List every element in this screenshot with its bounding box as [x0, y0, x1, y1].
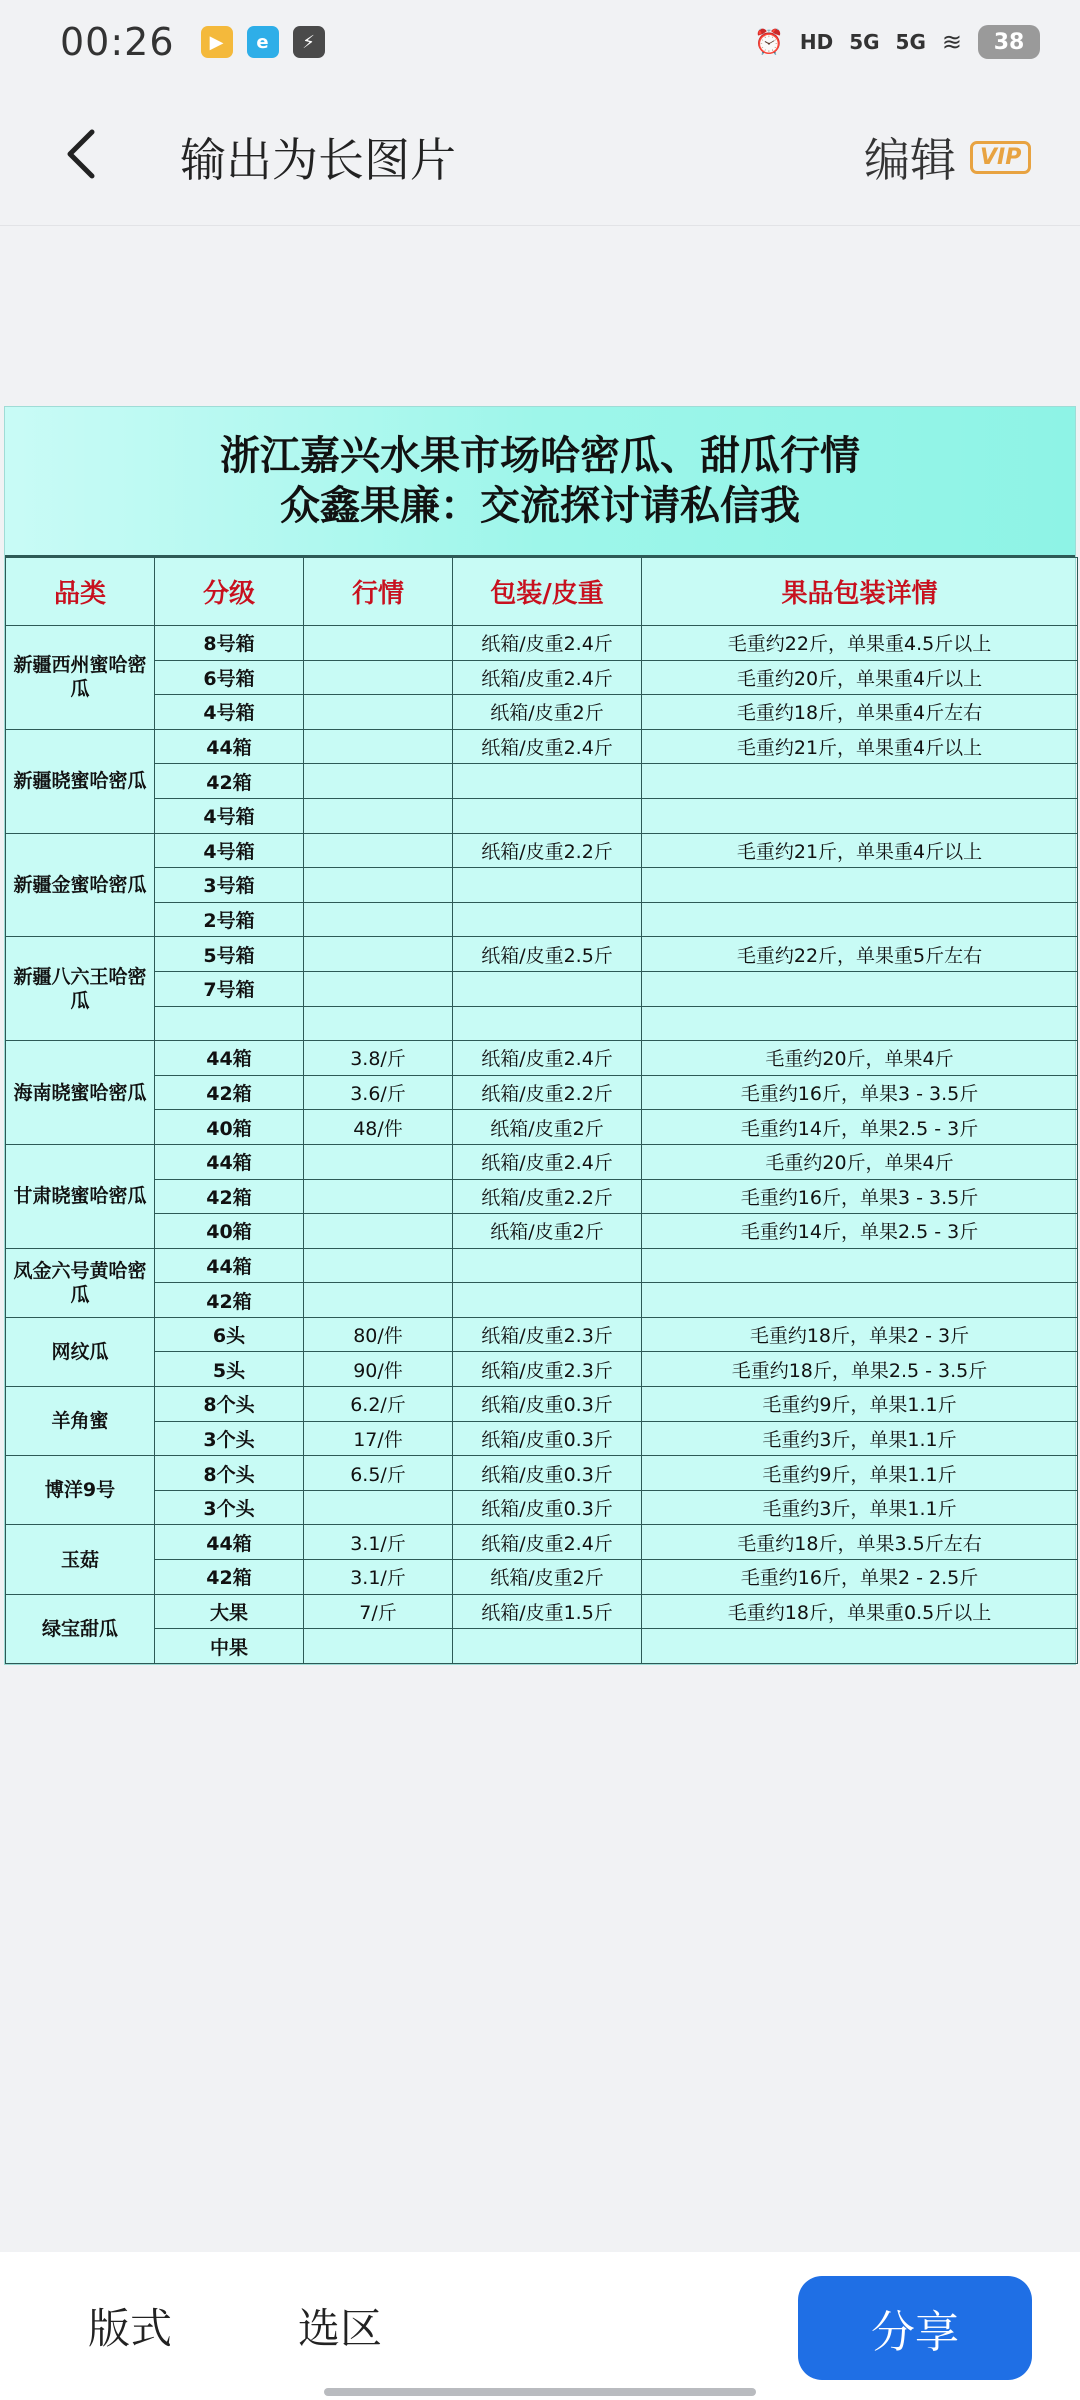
table-row [6, 1110, 1078, 1145]
detail-cell: 毛重约18斤，单果2.5 - 3.5斤 [642, 1352, 1078, 1387]
home-indicator[interactable] [324, 2388, 756, 2396]
table-row [6, 1041, 1078, 1076]
price-cell [304, 937, 453, 972]
table-row [6, 1006, 1078, 1041]
status-app-icons [201, 26, 325, 58]
detail-cell: 毛重约18斤，单果3.5斤左右 [642, 1525, 1078, 1560]
packaging-cell: 纸箱/皮重2斤 [453, 1560, 642, 1595]
packaging-cell: 纸箱/皮重2.2斤 [453, 1179, 642, 1214]
detail-cell [642, 798, 1078, 833]
detail-cell [642, 1248, 1078, 1283]
grade-cell: 44箱 [155, 1144, 304, 1179]
detail-cell: 毛重约20斤，单果重4斤以上 [642, 660, 1078, 695]
grade-cell: 40箱 [155, 1110, 304, 1145]
price-cell [304, 764, 453, 799]
grade-cell: 42箱 [155, 1179, 304, 1214]
long-image-preview [4, 406, 1076, 1665]
detail-cell: 毛重约21斤，单果重4斤以上 [642, 833, 1078, 868]
detail-cell [642, 868, 1078, 903]
select-area-button[interactable]: 选区 [298, 2304, 383, 2353]
detail-cell: 毛重约20斤，单果4斤 [642, 1144, 1078, 1179]
table-row [6, 695, 1078, 730]
price-cell: 3.1/斤 [304, 1525, 453, 1560]
detail-cell: 毛重约20斤，单果4斤 [642, 1041, 1078, 1076]
packaging-cell [453, 798, 642, 833]
grade-cell: 44箱 [155, 1525, 304, 1560]
grade-cell: 42箱 [155, 764, 304, 799]
image-subtitle: 众鑫果廉：交流探讨请私信我 [280, 483, 800, 529]
chevron-left-icon [62, 128, 102, 180]
price-cell [304, 1214, 453, 1249]
table-row [6, 1214, 1078, 1249]
price-cell [304, 1006, 453, 1041]
packaging-cell [453, 1283, 642, 1318]
status-time: 00:26 [60, 20, 175, 64]
grade-cell: 3个头 [155, 1421, 304, 1456]
grade-cell: 中果 [155, 1629, 304, 1664]
packaging-cell [453, 764, 642, 799]
packaging-cell [453, 971, 642, 1006]
game-app-icon: ▶ [201, 26, 233, 58]
packaging-cell: 纸箱/皮重0.3斤 [453, 1421, 642, 1456]
grade-cell: 40箱 [155, 1214, 304, 1249]
price-cell [304, 833, 453, 868]
header-detail: 果品包装详情 [642, 558, 1078, 626]
nav-bar [0, 84, 1080, 226]
alarm-icon: ⏰ [753, 28, 784, 56]
detail-cell: 毛重约16斤，单果3 - 3.5斤 [642, 1075, 1078, 1110]
price-cell [304, 729, 453, 764]
table-row [6, 1248, 1078, 1283]
price-cell [304, 1179, 453, 1214]
price-cell: 6.2/斤 [304, 1387, 453, 1422]
detail-cell: 毛重约22斤，单果重4.5斤以上 [642, 626, 1078, 661]
packaging-cell: 纸箱/皮重0.3斤 [453, 1456, 642, 1491]
packaging-cell: 纸箱/皮重2.5斤 [453, 937, 642, 972]
table-row [6, 1456, 1078, 1491]
table-row [6, 660, 1078, 695]
grade-cell: 3个头 [155, 1490, 304, 1525]
image-title: 浙江嘉兴水果市场哈密瓜、甜瓜行情 [220, 433, 860, 479]
grade-cell: 4号箱 [155, 833, 304, 868]
back-button[interactable] [52, 124, 112, 184]
table-row [6, 1075, 1078, 1110]
table-row [6, 1421, 1078, 1456]
bolt-app-icon: ⚡ [293, 26, 325, 58]
packaging-cell: 纸箱/皮重1.5斤 [453, 1594, 642, 1629]
detail-cell: 毛重约3斤，单果1.1斤 [642, 1490, 1078, 1525]
table-row [6, 1629, 1078, 1664]
grade-cell: 42箱 [155, 1283, 304, 1318]
table-row [6, 1594, 1078, 1629]
page-title: 输出为长图片 [180, 133, 456, 187]
table-row [6, 971, 1078, 1006]
vip-badge: VIP [970, 141, 1031, 174]
bottom-bar [0, 2252, 1080, 2400]
price-cell: 3.1/斤 [304, 1560, 453, 1595]
table-row [6, 798, 1078, 833]
packaging-cell: 纸箱/皮重2.4斤 [453, 1144, 642, 1179]
layout-button[interactable]: 版式 [88, 2304, 173, 2353]
image-header [5, 407, 1075, 557]
variety-cell: 海南晓蜜哈密瓜 [6, 1041, 155, 1145]
detail-cell [642, 902, 1078, 937]
price-cell [304, 1283, 453, 1318]
table-row [6, 1525, 1078, 1560]
price-cell [304, 1490, 453, 1525]
detail-cell [642, 971, 1078, 1006]
table-row [6, 1144, 1078, 1179]
grade-cell: 6号箱 [155, 660, 304, 695]
table-row [6, 1387, 1078, 1422]
grade-cell: 7号箱 [155, 971, 304, 1006]
detail-cell [642, 1629, 1078, 1664]
detail-cell [642, 1006, 1078, 1041]
grade-cell [155, 1006, 304, 1041]
packaging-cell: 纸箱/皮重2.3斤 [453, 1317, 642, 1352]
price-cell: 6.5/斤 [304, 1456, 453, 1491]
grade-cell: 8个头 [155, 1387, 304, 1422]
variety-cell: 绿宝甜瓜 [6, 1594, 155, 1663]
header-variety: 品类 [6, 558, 155, 626]
price-table [5, 557, 1078, 1664]
price-cell: 48/件 [304, 1110, 453, 1145]
detail-cell: 毛重约16斤，单果2 - 2.5斤 [642, 1560, 1078, 1595]
variety-cell: 甘肃晓蜜哈密瓜 [6, 1144, 155, 1248]
packaging-cell: 纸箱/皮重2.4斤 [453, 1525, 642, 1560]
packaging-cell: 纸箱/皮重2.2斤 [453, 1075, 642, 1110]
detail-cell: 毛重约18斤，单果重0.5斤以上 [642, 1594, 1078, 1629]
edit-label: 编辑 [864, 133, 956, 187]
variety-cell: 新疆金蜜哈密瓜 [6, 833, 155, 937]
hd-indicator: HD [799, 30, 834, 54]
table-row [6, 1283, 1078, 1318]
table-row [6, 1352, 1078, 1387]
variety-cell: 新疆晓蜜哈密瓜 [6, 729, 155, 833]
price-cell [304, 660, 453, 695]
variety-cell: 新疆八六王哈密瓜 [6, 937, 155, 1041]
table-row [6, 1560, 1078, 1595]
grade-cell: 大果 [155, 1594, 304, 1629]
price-cell: 80/件 [304, 1317, 453, 1352]
packaging-cell: 纸箱/皮重2.4斤 [453, 729, 642, 764]
price-cell [304, 798, 453, 833]
price-cell: 3.6/斤 [304, 1075, 453, 1110]
packaging-cell [453, 868, 642, 903]
grade-cell: 8个头 [155, 1456, 304, 1491]
packaging-cell [453, 902, 642, 937]
table-row [6, 764, 1078, 799]
detail-cell: 毛重约14斤，单果2.5 - 3斤 [642, 1214, 1078, 1249]
price-cell [304, 902, 453, 937]
packaging-cell: 纸箱/皮重2.4斤 [453, 660, 642, 695]
e-app-icon: e [247, 26, 279, 58]
share-button[interactable]: 分享 [798, 2276, 1032, 2380]
packaging-cell: 纸箱/皮重0.3斤 [453, 1490, 642, 1525]
grade-cell: 44箱 [155, 1041, 304, 1076]
price-cell [304, 626, 453, 661]
table-body [6, 626, 1078, 1664]
table-header-row [6, 558, 1078, 626]
variety-cell: 新疆西州蜜哈密瓜 [6, 626, 155, 730]
packaging-cell: 纸箱/皮重2斤 [453, 695, 642, 730]
grade-cell: 5号箱 [155, 937, 304, 972]
price-cell [304, 971, 453, 1006]
grade-cell: 3号箱 [155, 868, 304, 903]
detail-cell [642, 1283, 1078, 1318]
table-row [6, 1179, 1078, 1214]
grade-cell: 2号箱 [155, 902, 304, 937]
grade-cell: 44箱 [155, 729, 304, 764]
price-cell [304, 868, 453, 903]
variety-cell: 羊角蜜 [6, 1387, 155, 1456]
packaging-cell: 纸箱/皮重2.2斤 [453, 833, 642, 868]
variety-cell: 凤金六号黄哈密瓜 [6, 1248, 155, 1317]
detail-cell [642, 764, 1078, 799]
header-packaging: 包装/皮重 [453, 558, 642, 626]
table-row [6, 902, 1078, 937]
packaging-cell: 纸箱/皮重0.3斤 [453, 1387, 642, 1422]
table-row [6, 626, 1078, 661]
variety-cell: 博洋9号 [6, 1456, 155, 1525]
variety-cell: 网纹瓜 [6, 1317, 155, 1386]
price-cell: 3.8/斤 [304, 1041, 453, 1076]
signal-icon-1: 5G [849, 30, 880, 54]
table-row [6, 868, 1078, 903]
packaging-cell: 纸箱/皮重2斤 [453, 1214, 642, 1249]
packaging-cell: 纸箱/皮重2.3斤 [453, 1352, 642, 1387]
signal-icon-2: 5G [895, 30, 926, 54]
detail-cell: 毛重约22斤，单果重5斤左右 [642, 937, 1078, 972]
packaging-cell [453, 1006, 642, 1041]
detail-cell: 毛重约9斤，单果1.1斤 [642, 1456, 1078, 1491]
variety-cell: 玉菇 [6, 1525, 155, 1594]
packaging-cell [453, 1629, 642, 1664]
detail-cell: 毛重约9斤，单果1.1斤 [642, 1387, 1078, 1422]
table-row [6, 937, 1078, 972]
grade-cell: 42箱 [155, 1560, 304, 1595]
battery-icon: 38 [978, 25, 1040, 59]
status-indicators [754, 25, 1040, 59]
grade-cell: 8号箱 [155, 626, 304, 661]
detail-cell: 毛重约18斤，单果重4斤左右 [642, 695, 1078, 730]
detail-cell: 毛重约3斤，单果1.1斤 [642, 1421, 1078, 1456]
detail-cell: 毛重约16斤，单果3 - 3.5斤 [642, 1179, 1078, 1214]
edit-button[interactable] [864, 124, 1031, 190]
price-cell: 90/件 [304, 1352, 453, 1387]
grade-cell: 4号箱 [155, 798, 304, 833]
header-price: 行情 [304, 558, 453, 626]
grade-cell: 44箱 [155, 1248, 304, 1283]
price-cell [304, 1629, 453, 1664]
packaging-cell: 纸箱/皮重2.4斤 [453, 1041, 642, 1076]
grade-cell: 6头 [155, 1317, 304, 1352]
table-row [6, 833, 1078, 868]
detail-cell: 毛重约21斤，单果重4斤以上 [642, 729, 1078, 764]
table-row [6, 1490, 1078, 1525]
price-cell: 7/斤 [304, 1594, 453, 1629]
detail-cell: 毛重约18斤，单果2 - 3斤 [642, 1317, 1078, 1352]
price-cell [304, 695, 453, 730]
wifi-icon: ≋ [941, 28, 962, 56]
grade-cell: 42箱 [155, 1075, 304, 1110]
table-row [6, 1317, 1078, 1352]
grade-cell: 5头 [155, 1352, 304, 1387]
detail-cell: 毛重约14斤，单果2.5 - 3斤 [642, 1110, 1078, 1145]
status-bar [0, 0, 1080, 84]
header-grade: 分级 [155, 558, 304, 626]
packaging-cell [453, 1248, 642, 1283]
price-cell [304, 1144, 453, 1179]
price-cell: 17/件 [304, 1421, 453, 1456]
table-row [6, 729, 1078, 764]
grade-cell: 4号箱 [155, 695, 304, 730]
price-cell [304, 1248, 453, 1283]
packaging-cell: 纸箱/皮重2.4斤 [453, 626, 642, 661]
packaging-cell: 纸箱/皮重2斤 [453, 1110, 642, 1145]
